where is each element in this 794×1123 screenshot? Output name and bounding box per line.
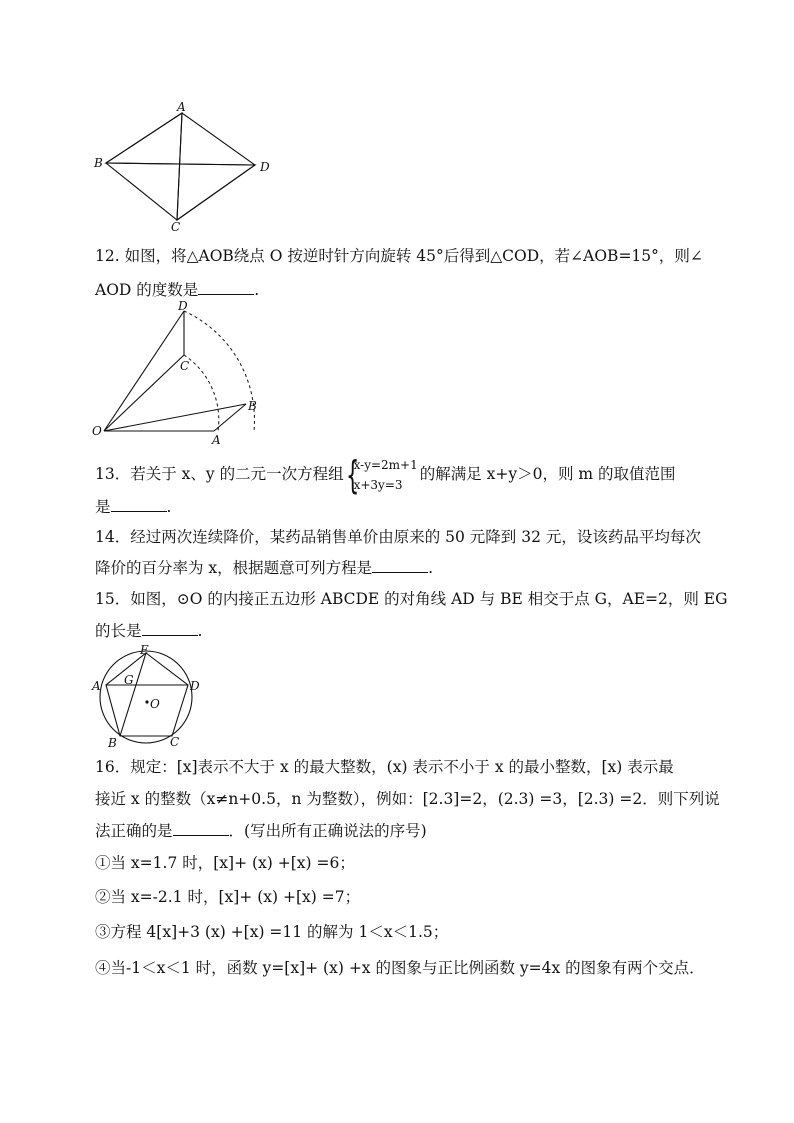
label-c: C: [180, 359, 190, 373]
q16-line2: 接近 x 的整数（x≠n+0.5，n 为整数），例如：[2.3]=2，(2.3) =3，[2.3) =2．则下列说: [95, 790, 720, 808]
label-a: A: [92, 679, 101, 693]
label-c: C: [170, 735, 180, 749]
arc-inner: [184, 355, 219, 431]
q16-line3: 法正确的是 ．(写出所有正确说法的序号): [95, 822, 427, 840]
label-g: G: [124, 673, 134, 687]
q14-line2: 降价的百分率为 x，根据题意可列方程是 .: [95, 559, 434, 577]
q15-answer-blank: [142, 621, 198, 636]
q15-line2: 的长是 .: [95, 622, 203, 640]
label-d: D: [178, 300, 188, 313]
label-o: O: [92, 424, 102, 438]
q16-option-4: ④当-1＜x＜1 时，函数 y=[x]+ (x) +x 的图象与正比例函数 y=4x 的图象有两个交点．: [95, 959, 705, 977]
q12-line1: 12. 如图，将△AOB绕点 O 按逆时针方向旋转 45°后得到△COD，若∠AOB=15°，则∠: [95, 247, 703, 265]
label-b: B: [94, 156, 103, 170]
q16-option-1: ①当 x=1.7 时，[x]+ (x) +[x) =6；: [95, 854, 355, 872]
label-a: A: [212, 433, 221, 447]
q12-line2: AOD 的度数是 .: [95, 281, 260, 299]
label-b: B: [248, 399, 257, 413]
circle-o: [100, 651, 192, 743]
label-d: D: [260, 160, 270, 174]
q13-answer-blank: [111, 497, 167, 512]
q16-answer-blank: [173, 821, 229, 836]
q16-option-3: ③方程 4[x]+3 (x) +[x) =11 的解为 1＜x＜1.5；: [95, 923, 449, 941]
q14-line1: 14．经过两次连续降价，某药品销售单价由原来的 50 元降到 32 元，设该药品平均每次: [95, 528, 701, 546]
q13-line1: 13．若关于 x、y 的二元一次方程组 { x-y=2m+1 x+3y=3 的解满足 x+y＞0，则 m 的取值范围: [95, 453, 676, 497]
q16-line1: 16．规定：[x]表示不大于 x 的最大整数，(x) 表示不小于 x 的最小整数，[x) 表示最: [95, 758, 674, 776]
label-a: A: [177, 100, 186, 114]
rhombus-figure: [90, 100, 280, 235]
equation-2: x+3y=3: [353, 478, 403, 492]
q15-line1: 15．如图，⊙O 的内接正五边形 ABCDE 的对角线 AD 与 BE 相交于点 G，AE=2，则 EG: [95, 590, 728, 608]
q12-answer-blank: [198, 280, 254, 295]
equation-system: { x-y=2m+1 x+3y=3: [345, 453, 418, 497]
q14-answer-blank: [372, 558, 428, 573]
diagonal-ac: [177, 113, 182, 220]
q16-option-2: ②当 x=-2.1 时，[x]+ (x) +[x) =7；: [95, 888, 361, 906]
label-c: C: [171, 220, 181, 234]
diagonal-bd: [106, 163, 255, 165]
label-e: E: [140, 643, 149, 657]
arc-outer: [184, 311, 254, 431]
label-d: D: [190, 679, 200, 693]
rhombus-outline: [106, 113, 255, 220]
label-b: B: [108, 736, 117, 750]
pentagon-abcde: [106, 653, 188, 736]
diagonal-be: [120, 653, 146, 736]
rotation-figure: [88, 300, 268, 448]
pentagon-figure: [88, 642, 210, 752]
equation-1: x-y=2m+1: [353, 458, 418, 472]
label-o: O: [150, 697, 160, 711]
q13-line2: 是 .: [95, 498, 172, 516]
